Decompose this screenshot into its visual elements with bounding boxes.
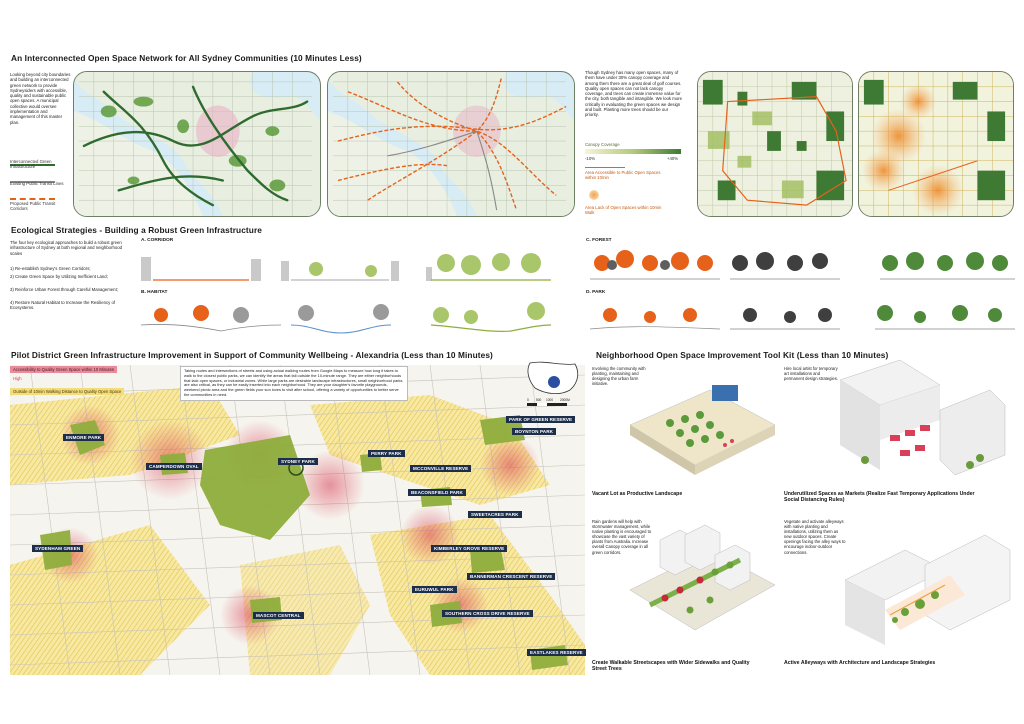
canopy-legend-title: Canopy Coverage <box>585 142 620 147</box>
tag-camperdown-oval: CAMPERDOWN OVAL <box>146 463 202 470</box>
tag-eastlakes-reserve: EASTLAKES RESERVE <box>527 649 586 656</box>
canopy-gradient <box>585 149 681 154</box>
kit-1-caption: Vacant Lot as Productive Landscape <box>592 491 683 497</box>
locator-inset <box>520 358 584 402</box>
transit-corridor-map <box>327 71 575 217</box>
canopy-min: -10% <box>585 156 596 161</box>
scale-1000: 1000 <box>546 398 554 402</box>
scale-0: 0 <box>527 398 529 402</box>
habitat-label: B. HABITAT <box>141 290 168 295</box>
tag-boynton-park: BOYNTON PARK <box>512 428 556 435</box>
legend-existing-label: Existing Public Transit Lines <box>10 181 64 186</box>
habitat-sections <box>141 297 551 335</box>
kit-4-text: Vegetate and activate alleyways with native planting and installations, utilizing them as new outdoor spaces. Create openings facing the alley ways to encourage indoor-outdoor connections. <box>784 519 846 555</box>
park-sections <box>590 297 1015 335</box>
kit-2-illustration <box>830 360 1010 485</box>
corridor-label: A. CORRIDOR <box>141 238 174 243</box>
eco-item-2: 2) Create Green Space by Utilizing Inefficient Land; <box>10 274 108 279</box>
corridor-sections <box>141 247 551 283</box>
eco-item-4: 4) Restore Natural Habitat to Increase the Resiliency of Ecosystems. <box>10 300 116 311</box>
kit-3-caption: Create Walkable Streetscapes with Wider Sidewalks and Quality Street Trees <box>592 660 750 673</box>
walk-analysis-callout: Taking nodes and intersections of streets and using actual walking routes from Google Maps to measure how long it takes to walk to the closest public parks, we can identify the areas that fall outside the 10-minute range. They are either neighborhoods that lack open spaces, or industrial zones. While large parks are desirable landscape infrastructures, small neighborhood parks are also critical, as they can be easily inserted into each neighborhood. They are your daughter's favorite playgrounds, weekend picnic area and the green fields your son loves to visit after school, offering a variety of opportunities to better serve the communities in need. <box>180 366 408 401</box>
access-legend: Area Accessible to Public Open Spaces within 10min <box>585 170 661 180</box>
canopy-max: +40% <box>667 156 679 161</box>
eco-title: Ecological Strategies - Building a Robust Green Infrastructure <box>11 225 263 235</box>
scale-bar <box>527 403 567 406</box>
legend-green-label: Interconnected Green Infrastructure <box>10 159 52 169</box>
canopy-coverage-map <box>697 71 853 217</box>
legend-access-chip: Accessibility to Quality Green Space within 10 Minutes <box>10 366 117 373</box>
tag-mcconville-reserve: MCCONVILLE RESERVE <box>410 465 471 472</box>
kit-1-text: Involving the community with planting, maintaining and designing the urban farm initiative. <box>592 366 646 387</box>
tag-euruwul-park: EURUWUL PARK <box>412 586 457 593</box>
pilot-map <box>10 365 585 675</box>
legend-high: High <box>13 376 22 381</box>
forest-sections <box>590 245 1015 285</box>
kit-4-caption: Active Alleyways with Architecture and Landscape Strategies <box>784 660 936 666</box>
tag-bannerman-crescent-reserve: BANNERMAN CRESCENT RESERVE <box>467 573 555 580</box>
tag-perry-park: PERRY PARK <box>368 450 405 457</box>
open-space-access-map <box>858 71 1014 217</box>
eco-item-1: 1) Re-establish Sydney's Green Corridors; <box>10 266 91 271</box>
kit-2-caption: Underutilized Spaces as Markets (Realize Fast Temporary Applications Under Social Distancing Rules) <box>784 491 975 504</box>
lack-swatch <box>589 190 599 200</box>
forest-label: C. FOREST <box>586 238 612 243</box>
access-swatch <box>585 167 625 168</box>
network-intro: Looking beyond city boundaries and building an interconnected green network to provide Sydneysiders with accessible, quality and sustainable public open spaces. A municipal collective would oversee implementation and management of this master plan. <box>10 72 71 125</box>
scale-500: 500 <box>536 398 542 402</box>
legend-proposed-label: Proposed Public Transit Corridors <box>10 201 56 211</box>
kit-4-illustration <box>835 520 1015 655</box>
kit-2-text: Hire local artist for temporary art installations and permanent design strategies. <box>784 366 839 382</box>
tag-southern-cross-drive-reserve: SOUTHERN CROSS DRIVE RESERVE <box>442 610 533 617</box>
lack-legend: Area Lack of Open Spaces within 10min Walk <box>585 205 662 215</box>
kit-3-text: Rain gardens will help with stormwater management, while native planting is encouraged to showcase the vast variety of plants from Australia. Increase overall Canopy coverage in all green corridors. <box>592 519 652 555</box>
tag-mascot-central: MASCOT CENTRAL <box>253 612 304 619</box>
toolkit-title: Neighborhood Open Space Improvement Tool Kit (Less than 10 Minutes) <box>596 350 889 360</box>
scale-2000: 2000M <box>560 398 570 402</box>
tag-sydenham-green: SYDENHAM GREEN <box>32 545 83 552</box>
tag-enmore-park: ENMORE PARK <box>63 434 104 441</box>
canopy-text: Though Sydney has many open spaces, many of them have under 30% canopy coverage and among them there are a great deal of golf courses. Quality open spaces can not lack canopy coverage, and trees can create immense value for the city, both tangible and intangible. We look more critically in evaluating the green spaces we design and built. Planting more trees should be our priority. <box>585 70 683 118</box>
legend-outside-chip: Outside of 10min Walking Distance to Quality Open Space <box>10 388 124 395</box>
tag-park-of-green-reserve: PARK OF GREEN RESERVE <box>506 416 575 423</box>
eco-intro: The four key ecological approaches to build a robust green infrastructure of Sydney at both regional and neighborhood scales <box>10 240 123 256</box>
park-label: D. PARK <box>586 290 606 295</box>
kit-3-illustration <box>620 520 780 655</box>
tag-sweetacres-park: SWEETACRES PARK <box>468 511 522 518</box>
tag-beaconsfield-park: BEACONSFIELD PARK <box>408 489 466 496</box>
pilot-title: Pilot District Green Infrastructure Improvement in Support of Community Wellbeing - Alexandria (Less than 10 Minutes) <box>11 350 493 360</box>
kit-1-illustration <box>620 375 780 485</box>
proposed-line-swatch <box>10 198 55 200</box>
tag-sydney-park: SYDNEY PARK <box>278 458 318 465</box>
green-network-map <box>73 71 321 217</box>
eco-item-3: 3) Reinforce Urban Forest through Careful Management; <box>10 287 118 292</box>
tag-kimberley-grove-reserve: KIMBERLEY GROVE RESERVE <box>431 545 507 552</box>
network-title: An Interconnected Open Space Network for All Sydney Communities (10 Minutes Less) <box>11 53 362 63</box>
